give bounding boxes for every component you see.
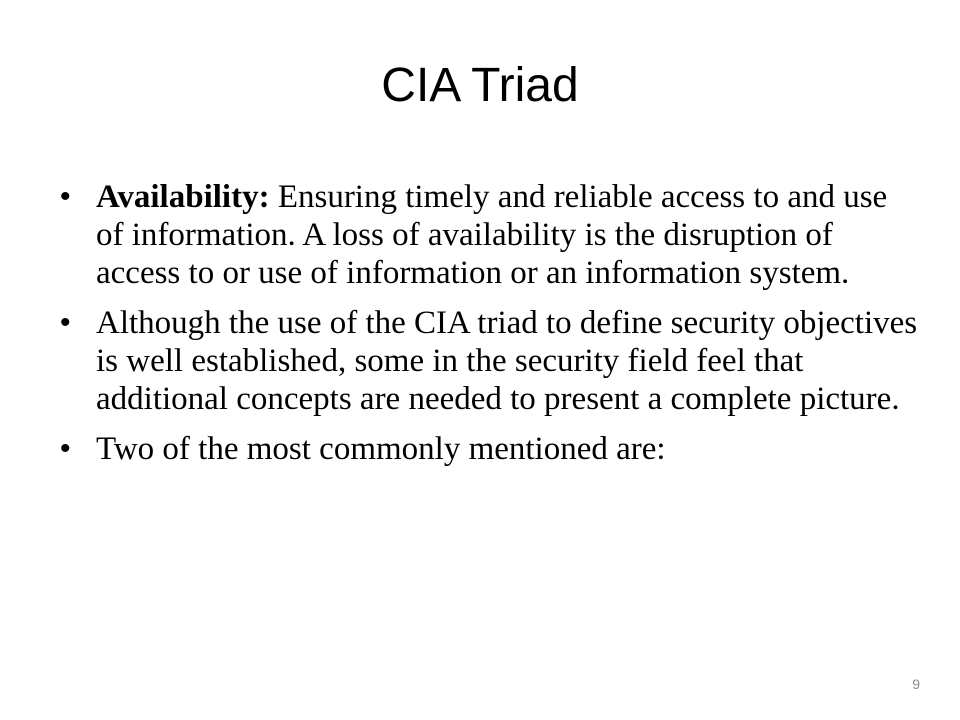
bullet-text bbox=[96, 179, 887, 291]
bullet-body: Although the use of the CIA triad to define security objectives is well established, some in the security field feel that additional concepts are needed to present a complete picture. bbox=[96, 305, 918, 417]
bullet-item-availability bbox=[58, 178, 918, 292]
slide-title: CIA Triad bbox=[381, 59, 579, 112]
bullet-text bbox=[96, 305, 917, 417]
bullet-item-two-mentioned bbox=[58, 430, 918, 468]
bullet-body: Two of the most commonly mentioned are: bbox=[96, 431, 666, 467]
bullet-dot-icon: • bbox=[60, 432, 71, 465]
bullet-list bbox=[58, 178, 918, 480]
bullet-text bbox=[96, 431, 666, 467]
bullet-item-cia-objectives bbox=[58, 304, 918, 418]
bullet-body: Ensuring timely and reliable access to and use of information. A loss of availability is the disruption of access to or use of information or an information system. bbox=[96, 179, 888, 291]
bullet-dot-icon: • bbox=[60, 306, 71, 339]
page-number: 9 bbox=[912, 676, 920, 692]
bullet-term: Availability: bbox=[96, 179, 270, 215]
bullet-dot-icon: • bbox=[60, 180, 71, 213]
